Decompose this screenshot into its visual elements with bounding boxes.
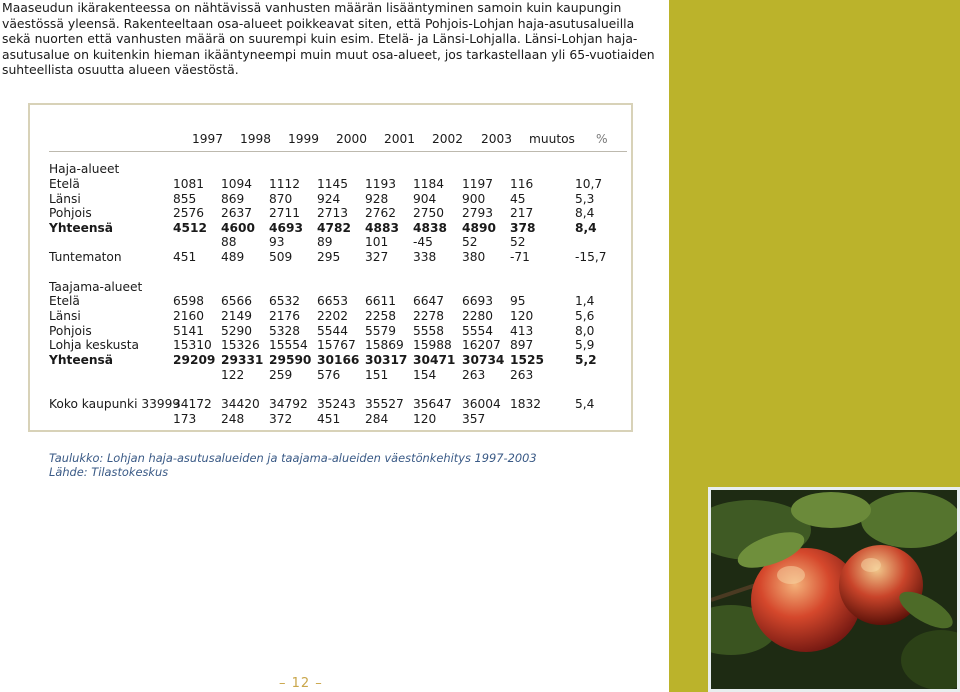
table-cell: 924 [317, 192, 341, 206]
table-row [49, 280, 629, 295]
table-row [49, 368, 629, 383]
table-cell: 4883 [365, 221, 399, 235]
table-cell: 2713 [317, 206, 349, 220]
table-row [49, 177, 629, 192]
table-cell: 30734 [462, 353, 505, 367]
table-cell: 15869 [365, 338, 404, 352]
table-cell: 2278 [413, 309, 445, 323]
table-cell: 45 [510, 192, 526, 206]
table-cell: 35243 [317, 397, 356, 411]
caption-source: Lähde: Tilastokeskus [49, 464, 169, 479]
table-cell: 897 [510, 338, 534, 352]
table-cell: 95 [510, 294, 526, 308]
table-row [49, 412, 629, 427]
table-cell: 5290 [221, 324, 253, 338]
table-cell: 2711 [269, 206, 301, 220]
table-cell: 378 [510, 221, 536, 235]
table-cell: 2793 [462, 206, 494, 220]
row-label: Pohjois [49, 206, 92, 220]
table-cell: 4512 [173, 221, 207, 235]
table-cell: 120 [510, 309, 534, 323]
table-cell: 101 [365, 235, 389, 249]
table-cell: -45 [413, 235, 433, 249]
table-cell: 8,4 [575, 206, 595, 220]
table-cell: 4693 [269, 221, 303, 235]
header-cell: 1997 [192, 132, 224, 146]
row-label: Taajama-alueet [49, 280, 143, 294]
table-cell: 35647 [413, 397, 452, 411]
table-cell: 120 [413, 412, 437, 426]
table-cell: 2576 [173, 206, 205, 220]
table-cell: 15767 [317, 338, 356, 352]
table-cell: 6532 [269, 294, 301, 308]
table-cell: 5544 [317, 324, 349, 338]
table-cell: 6598 [173, 294, 205, 308]
table-cell: 122 [221, 368, 245, 382]
table-row [49, 162, 629, 177]
table-cell: 1525 [510, 353, 544, 367]
table-row [49, 324, 629, 339]
table-cell: 1145 [317, 177, 349, 191]
row-label: Yhteensä [49, 353, 114, 367]
table-cell: 5,3 [575, 192, 595, 206]
table-cell: 5,2 [575, 353, 597, 367]
table-row [49, 294, 629, 309]
table-cell: 900 [462, 192, 486, 206]
row-label: Haja-alueet [49, 162, 120, 176]
row-label: Koko kaupunki 33999 [49, 397, 181, 411]
table-cell: 6693 [462, 294, 494, 308]
table-cell: 5554 [462, 324, 494, 338]
table-caption [49, 452, 537, 479]
page-number: – 12 – [279, 676, 323, 691]
table-cell: 248 [221, 412, 245, 426]
table-cell: 116 [510, 177, 534, 191]
table-cell: 151 [365, 368, 389, 382]
table-cell: 154 [413, 368, 437, 382]
table-cell: 15310 [173, 338, 212, 352]
header-cell: % [596, 132, 608, 146]
table-cell: 451 [173, 250, 197, 264]
table-cell: 869 [221, 192, 245, 206]
caption-title: Taulukko: Lohjan haja-asutusalueiden ja taajama-alueiden väestönkehitys 1997-2003 [49, 451, 537, 465]
table-cell: 89 [317, 235, 333, 249]
table-row [49, 250, 629, 265]
table-cell: 372 [269, 412, 293, 426]
header-cell: 1998 [240, 132, 272, 146]
table-cell: -15,7 [575, 250, 607, 264]
row-label: Etelä [49, 177, 80, 191]
table-cell: 16207 [462, 338, 501, 352]
table-cell: 855 [173, 192, 197, 206]
table-cell: 30317 [365, 353, 408, 367]
row-label: Tuntematon [49, 250, 122, 264]
table-cell: 1197 [462, 177, 494, 191]
table-cell: 1094 [221, 177, 253, 191]
table-cell: 36004 [462, 397, 501, 411]
header-cell: muutos [529, 132, 575, 146]
table-row [49, 235, 629, 250]
table-cell: 29209 [173, 353, 216, 367]
row-label: Lohja keskusta [49, 338, 139, 352]
table-cell: 5,9 [575, 338, 595, 352]
table-cell: 1081 [173, 177, 205, 191]
table-cell: 34420 [221, 397, 260, 411]
table-cell: 413 [510, 324, 534, 338]
apples-illustration [711, 490, 957, 689]
population-table [28, 103, 633, 432]
table-cell: 338 [413, 250, 437, 264]
header-cell: 2002 [432, 132, 464, 146]
table-cell: 259 [269, 368, 293, 382]
table-cell: 357 [462, 412, 486, 426]
table-cell: 2160 [173, 309, 205, 323]
table-cell: 93 [269, 235, 285, 249]
table-cell: 30166 [317, 353, 360, 367]
table-cell: 4838 [413, 221, 447, 235]
table-cell: 2280 [462, 309, 494, 323]
table-row [49, 221, 629, 236]
row-label: Länsi [49, 192, 81, 206]
table-cell: 489 [221, 250, 245, 264]
table-cell: 2258 [365, 309, 397, 323]
row-label: Länsi [49, 309, 81, 323]
table-cell: 2176 [269, 309, 301, 323]
table-row [49, 338, 629, 353]
table-cell: 5558 [413, 324, 445, 338]
table-cell: 1193 [365, 177, 397, 191]
table-cell: 1112 [269, 177, 301, 191]
table-cell: 380 [462, 250, 486, 264]
table-cell: 451 [317, 412, 341, 426]
table-cell: 1832 [510, 397, 542, 411]
table-cell: 6653 [317, 294, 349, 308]
table-row [49, 309, 629, 324]
table-cell: 8,4 [575, 221, 597, 235]
header-cell: 2001 [384, 132, 416, 146]
table-cell: 34792 [269, 397, 308, 411]
header-cell: 1999 [288, 132, 320, 146]
table-cell: 509 [269, 250, 293, 264]
table-cell: 327 [365, 250, 389, 264]
table-cell: 88 [221, 235, 237, 249]
table-cell: 4782 [317, 221, 351, 235]
table-cell: 34172 [173, 397, 212, 411]
table-cell: 173 [173, 412, 197, 426]
table-cell: 928 [365, 192, 389, 206]
table-cell: 870 [269, 192, 293, 206]
table-cell: 35527 [365, 397, 404, 411]
table-cell: 263 [462, 368, 486, 382]
table-cell: 5,6 [575, 309, 595, 323]
intro-paragraph: Maaseudun ikärakenteessa on nähtävissä vanhusten määrän lisääntyminen samoin kuin kaupungin väestössä yleensä. Rakenteeltaan osa-alueet poikkeavat siten, että Pohjois-Lohjan haja-asutusalueilla sekä nuorten että vanhusten määrä on suurempi kuin esim. Etelä- ja Länsi-Lohjalla. Länsi-Lohjan haja-asutusalue on kuitenkin hieman ikääntyneempi muin muut osa-alueet, jos tarkastellaan yli 65-vuotiaiden suhteellista osuutta alueen väestöstä. [2, 0, 655, 77]
table-cell: 6611 [365, 294, 397, 308]
row-label: Pohjois [49, 324, 92, 338]
table-cell: 10,7 [575, 177, 603, 191]
table-cell: 52 [510, 235, 526, 249]
table-cell: 2149 [221, 309, 253, 323]
header-cell: 2003 [481, 132, 513, 146]
table-cell: 217 [510, 206, 534, 220]
table-cell: 29331 [221, 353, 264, 367]
table-cell: 5141 [173, 324, 205, 338]
table-cell: 15988 [413, 338, 452, 352]
table-cell: 295 [317, 250, 341, 264]
table-row [49, 192, 629, 207]
table-header-row [49, 127, 627, 152]
header-cell: 2000 [336, 132, 368, 146]
table-cell: 15554 [269, 338, 308, 352]
table-cell: 15326 [221, 338, 260, 352]
table-cell: 2762 [365, 206, 397, 220]
table-cell: 4600 [221, 221, 255, 235]
table-cell: 1,4 [575, 294, 595, 308]
table-cell: 6566 [221, 294, 253, 308]
table-row [49, 353, 629, 368]
table-cell: 284 [365, 412, 389, 426]
table-row [49, 397, 629, 412]
table-cell: 2750 [413, 206, 445, 220]
table-cell: 2202 [317, 309, 349, 323]
table-cell: 30471 [413, 353, 456, 367]
table-cell: 5328 [269, 324, 301, 338]
table-cell: 904 [413, 192, 437, 206]
table-row [49, 206, 629, 221]
table-cell: -71 [510, 250, 530, 264]
row-label: Yhteensä [49, 221, 114, 235]
table-cell: 2637 [221, 206, 253, 220]
table-cell: 1184 [413, 177, 445, 191]
table-cell: 4890 [462, 221, 496, 235]
apple-photo [708, 487, 960, 692]
table-cell: 6647 [413, 294, 445, 308]
row-label: Etelä [49, 294, 80, 308]
table-cell: 52 [462, 235, 478, 249]
table-cell: 576 [317, 368, 341, 382]
table-cell: 29590 [269, 353, 312, 367]
table-cell: 263 [510, 368, 534, 382]
table-cell: 5579 [365, 324, 397, 338]
table-cell: 8,0 [575, 324, 595, 338]
table-cell: 5,4 [575, 397, 595, 411]
